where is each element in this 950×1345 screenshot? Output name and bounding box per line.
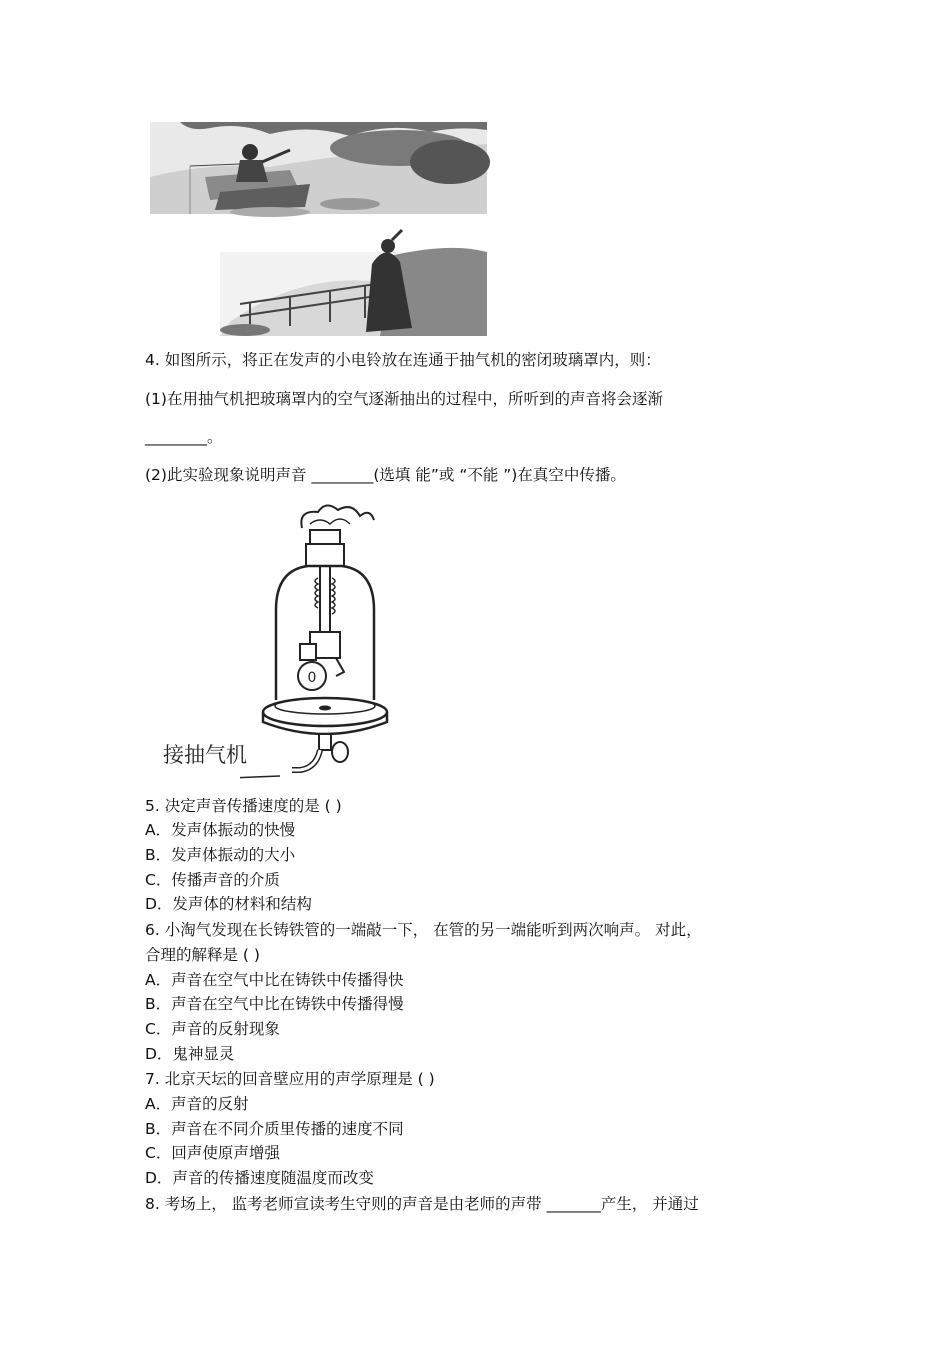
q6-stem-continued: 合理的解释是 ( ): [145, 946, 260, 964]
pump-caption: 接抽气机: [163, 743, 247, 767]
q4-part1-blank: ________。: [145, 428, 223, 446]
bell-jar-diagram: [240, 500, 420, 790]
svg-text:0: 0: [307, 670, 317, 686]
q6-option-d: D．鬼神显灵: [145, 1045, 235, 1063]
q7-option-d: D．声音的传播速度随温度而改变: [145, 1169, 374, 1187]
q6-option-c: C．声音的反射现象: [145, 1020, 280, 1038]
q5-option-a: A．发声体振动的快慢: [145, 821, 296, 839]
q6-option-b: B．声音在空气中比在铸铁中传播得慢: [145, 995, 404, 1013]
q5-option-c: C．传播声音的介质: [145, 871, 280, 889]
q8-stem: 8. 考场上， 监考老师宣读考生守则的声音是由老师的声带 _______产生， 并通过: [145, 1195, 699, 1213]
q7-option-c: C．回声使原声增强: [145, 1144, 280, 1162]
q5-option-b: B．发声体振动的大小: [145, 846, 296, 864]
ink-painting-figure: [150, 122, 490, 336]
ink-painting-illustration: [150, 122, 490, 336]
q5-option-d: D．发声体的材料和结构: [145, 895, 312, 913]
q4-stem: 4. 如图所示，将正在发声的小电铃放在连通于抽气机的密闭玻璃罩内，则：: [145, 351, 661, 369]
q5-stem: 5. 决定声音传播速度的是 ( ): [145, 797, 342, 815]
q4-part1: (1)在用抽气机把玻璃罩内的空气逐渐抽出的过程中，所听到的声音将会逐渐: [145, 390, 663, 408]
q4-part2: (2)此实验现象说明声音 ________(选填 能”或 “不能 ”)在真空中传播。: [145, 466, 626, 484]
q7-option-a: A．声音的反射: [145, 1095, 249, 1113]
q6-option-a: A．声音在空气中比在铸铁中传播得快: [145, 971, 404, 989]
bell-jar-figure: [240, 500, 420, 790]
q7-stem: 7. 北京天坛的回音壁应用的声学原理是 ( ): [145, 1070, 435, 1088]
q6-stem: 6. 小淘气发现在长铸铁管的一端敲一下， 在管的另一端能听到两次响声。 对此，: [145, 921, 702, 939]
q7-option-b: B．声音在不同介质里传播的速度不同: [145, 1120, 404, 1138]
